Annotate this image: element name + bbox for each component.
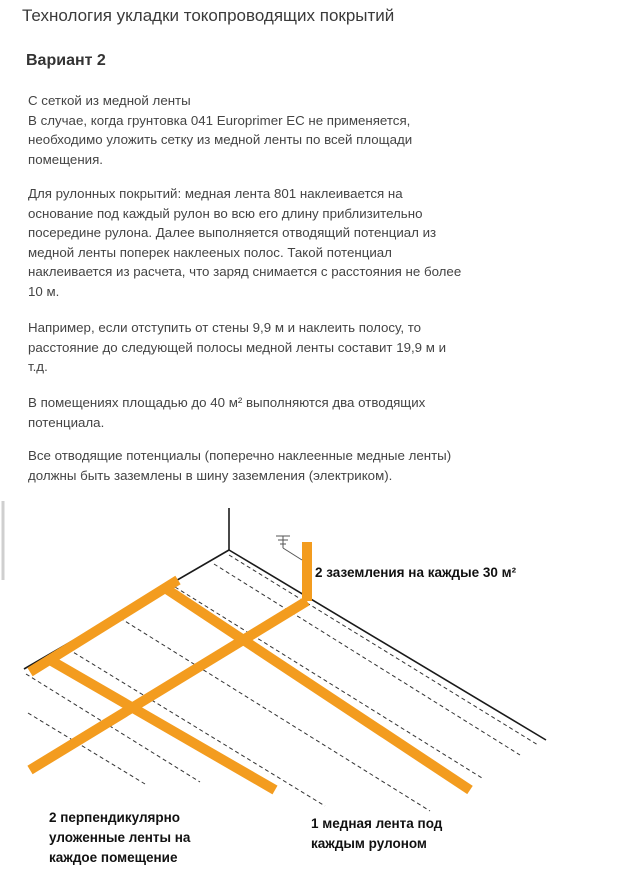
roll-seam: [120, 618, 430, 811]
page-title: Технология укладки токопроводящих покрытий: [22, 6, 395, 25]
paragraph-2: Для рулонных покрытий: медная лента 801 наклеивается на основание под каждый рулон во всю его длину приблизительно посередине рулона. Далее выполняется отводящий потенциал из медной ленты поперек наклееных полос. Такой потенциал наклеивается из расчета, что заряд снимается с расстояния не более 10 м.: [28, 186, 462, 299]
roll-seam: [28, 713, 145, 784]
copper-strip: [50, 660, 275, 790]
strip-under-roll-label: 1 медная лента под каждым рулоном: [311, 816, 443, 851]
paragraph-5: Все отводящие потенциалы (поперечно наклеенные медные ленты) должны быть заземлены в шину заземления (электриком).: [28, 448, 452, 483]
perpendicular-tape: [30, 601, 307, 770]
ground-icon: [276, 536, 302, 560]
paragraph-1: С сеткой из медной ленты В случае, когда грунтовка 041 Europrimer EC не применяется, необходимо уложить сетку из медной ленты по всей площади помещения.: [28, 93, 413, 167]
copper-strip: [165, 588, 470, 790]
perpendicular-tapes-label: 2 перпендикулярно уложенные ленты на каждое помещение: [49, 810, 191, 865]
grounding-label: 2 заземления на каждые 30 м²: [315, 565, 517, 580]
roll-seam: [175, 587, 482, 778]
roll-seams: [26, 555, 538, 811]
paragraph-3: Например, если отступить от стены 9,9 м и наклеить полосу, то расстояние до следующей полосы медной ленты составит 19,9 м и т.д.: [28, 320, 447, 374]
paragraph-4: В помещениях площадью до 40 м² выполняются два отводящих потенциала.: [28, 395, 426, 430]
section-title: Вариант 2: [26, 52, 106, 69]
